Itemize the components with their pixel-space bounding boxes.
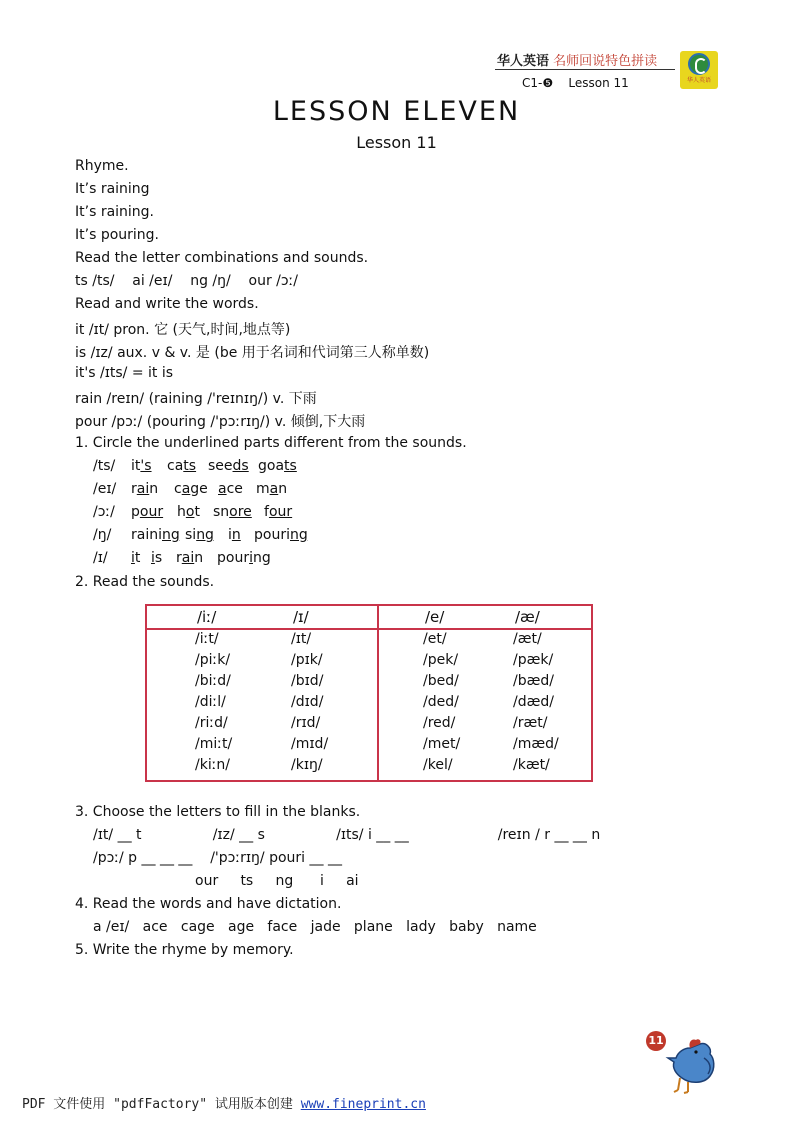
table-header: /ɪ/	[293, 608, 309, 626]
table-header: /æ/	[515, 608, 540, 626]
ex1-word: ge	[190, 481, 208, 497]
exercise-4-heading: 4. Read the words and have dictation.	[75, 896, 342, 912]
ex1-word: it	[131, 458, 141, 474]
table-cell: /ded/	[423, 694, 459, 710]
table-cell: /mæd/	[513, 736, 559, 752]
brand-name: 华人英语	[497, 54, 550, 69]
table-cell: /rɪd/	[291, 715, 321, 731]
ex1-underline: 's	[140, 458, 152, 474]
ex1-word: m	[256, 481, 270, 497]
ex1-word: goa	[258, 458, 285, 474]
ex1-word: p	[131, 504, 140, 520]
table-cell: /met/	[423, 736, 461, 752]
table-cell: /kiːn/	[195, 757, 231, 773]
ex1-underline: ts	[284, 458, 297, 474]
exercise-2-heading: 2. Read the sounds.	[75, 574, 215, 590]
table-cell: /pɪk/	[291, 652, 323, 668]
sounds-table	[145, 604, 593, 782]
ex1-underline: ore	[229, 504, 252, 520]
table-divider	[377, 606, 379, 780]
brand-logo	[680, 51, 718, 89]
rhyme-line: It’s raining.	[75, 204, 155, 220]
table-header: /iː/	[197, 608, 217, 626]
table-cell: /dɪd/	[291, 694, 324, 710]
rooster-icon	[660, 1038, 718, 1094]
ex1-word: si	[185, 527, 197, 543]
table-cell: /kɪŋ/	[291, 757, 323, 773]
ex1-underline: ng	[162, 527, 180, 543]
ex1-underline: our	[268, 504, 293, 520]
ex1-word: r	[131, 481, 137, 497]
exercise-3-heading: 3. Choose the letters to fill in the blanks.	[75, 804, 361, 820]
table-cell: /bed/	[423, 673, 459, 689]
sounds-heading: Read the letter combinations and sounds.	[75, 250, 369, 266]
ex1-underline: ng	[289, 527, 308, 543]
page-title: LESSON ELEVEN	[272, 96, 521, 127]
ex1-underline: i	[249, 550, 253, 566]
table-cell: /bæd/	[513, 673, 554, 689]
ex1-sound: /ɪ/	[93, 550, 108, 566]
ex1-word: t	[194, 504, 200, 520]
word-entry: is /ɪz/ aux. v & v. 是 (be 用于名词和代词第三人称单数)	[75, 345, 430, 361]
word-entry: rain /reɪn/ (raining /'reɪnɪŋ/) v. 下雨	[75, 391, 317, 407]
ex1-underline: ds	[232, 458, 249, 474]
page-number: 11	[646, 1031, 666, 1051]
footer	[22, 1093, 426, 1112]
word-entry: it /ɪt/ pron. 它 (天气,时间,地点等)	[75, 322, 291, 338]
table-cell: /æt/	[513, 631, 542, 647]
ex1-word: c	[174, 481, 182, 497]
word-entry: it's /ɪts/ = it is	[75, 365, 174, 381]
ex1-word: t	[134, 550, 141, 566]
ex1-word: n	[194, 550, 204, 566]
ex1-sound: /eɪ/	[93, 481, 117, 497]
rhyme-line: It’s raining	[75, 181, 150, 197]
ex1-word: ca	[167, 458, 184, 474]
words-heading: Read and write the words.	[75, 296, 259, 312]
table-cell: /iːt/	[195, 631, 219, 647]
ex1-row	[93, 458, 297, 474]
exercise-5-heading: 5. Write the rhyme by memory.	[75, 942, 294, 958]
table-cell: /biːd/	[195, 673, 231, 689]
ex3-row: /ɪt/ __ t /ɪz/ __ s /ɪts/ i __ __ /reɪn / r __ __ n	[93, 827, 601, 843]
ex1-word: s	[154, 550, 163, 566]
ex1-word: raini	[131, 527, 162, 543]
table-cell: /riːd/	[195, 715, 228, 731]
ex1-underline: our	[139, 504, 164, 520]
rhyme-heading: Rhyme.	[75, 158, 129, 174]
ex1-row	[93, 550, 271, 566]
ex1-word: h	[177, 504, 186, 520]
logo-icon	[688, 53, 710, 75]
course-code: C1-❺	[522, 76, 554, 90]
ex4-words: a /eɪ/ ace cage age face jade plane lady baby name	[93, 919, 537, 935]
ex1-row	[93, 527, 308, 543]
header-brand	[497, 50, 657, 69]
ex1-word: ce	[226, 481, 243, 497]
ex1-sound: /ɔː/	[93, 504, 115, 520]
table-header: /e/	[425, 608, 445, 626]
ex1-word: n	[278, 481, 288, 497]
table-cell: /dæd/	[513, 694, 554, 710]
table-cell: /mɪd/	[291, 736, 329, 752]
ex1-sound: /ŋ/	[93, 527, 112, 543]
ex1-row	[93, 504, 292, 520]
table-divider	[147, 628, 591, 630]
table-cell: /red/	[423, 715, 456, 731]
footer-text: PDF 文件使用 "pdfFactory" 试用版本创建	[22, 1097, 301, 1112]
table-cell: /piːk/	[195, 652, 231, 668]
brand-slogan: 名师回说特色拼读	[553, 54, 658, 69]
header-divider	[495, 69, 675, 70]
ex1-word: n	[149, 481, 159, 497]
ex1-word: i	[228, 527, 232, 543]
ex1-underline: o	[185, 504, 195, 520]
rhyme-line: It’s pouring.	[75, 227, 159, 243]
header-lesson: Lesson 11	[568, 76, 629, 90]
ex1-underline: ng	[196, 527, 214, 543]
table-cell: /ræt/	[513, 715, 548, 731]
ex1-word: pouri	[254, 527, 290, 543]
ex3-row: /pɔː/ p __ __ __ /'pɔːrɪŋ/ pouri __ __	[93, 850, 342, 866]
table-cell: /kæt/	[513, 757, 550, 773]
ex1-underline: a	[218, 481, 227, 497]
word-entry: pour /pɔː/ (pouring /'pɔːrɪŋ/) v. 倾倒,下大雨	[75, 414, 366, 430]
ex1-underline: ai	[181, 550, 195, 566]
table-cell: /bɪd/	[291, 673, 324, 689]
table-cell: /kel/	[423, 757, 453, 773]
logo-text: 华人英语	[686, 77, 711, 84]
ex1-underline: a	[269, 481, 279, 497]
ex1-word: f	[264, 504, 269, 520]
ex1-underline: ai	[136, 481, 150, 497]
ex1-underline: a	[181, 481, 191, 497]
ex1-word: see	[208, 458, 233, 474]
ex1-underline: i	[131, 550, 135, 566]
sounds-line: ts /ts/ ai /eɪ/ ng /ŋ/ our /ɔː/	[75, 273, 299, 289]
exercise-1-heading: 1. Circle the underlined parts different from the sounds.	[75, 435, 467, 451]
ex1-underline: ts	[183, 458, 197, 474]
ex1-sound: /ts/	[93, 458, 116, 474]
table-cell: /miːt/	[195, 736, 233, 752]
ex1-underline: i	[151, 550, 155, 566]
ex1-word: ng	[252, 550, 271, 566]
table-cell: /pæk/	[513, 652, 554, 668]
table-cell: /diːl/	[195, 694, 226, 710]
table-cell: /pek/	[423, 652, 459, 668]
footer-link[interactable]: www.fineprint.cn	[300, 1097, 426, 1112]
ex3-options: our ts ng i ai	[195, 873, 359, 889]
ex1-underline: n	[231, 527, 241, 543]
ex1-word: sn	[213, 504, 230, 520]
ex1-word: r	[176, 550, 182, 566]
table-cell: /ɪt/	[291, 631, 312, 647]
header-course	[522, 76, 629, 90]
page-subtitle: Lesson 11	[356, 133, 437, 152]
ex1-row	[93, 481, 287, 497]
ex1-word: pour	[217, 550, 250, 566]
table-cell: /et/	[423, 631, 447, 647]
